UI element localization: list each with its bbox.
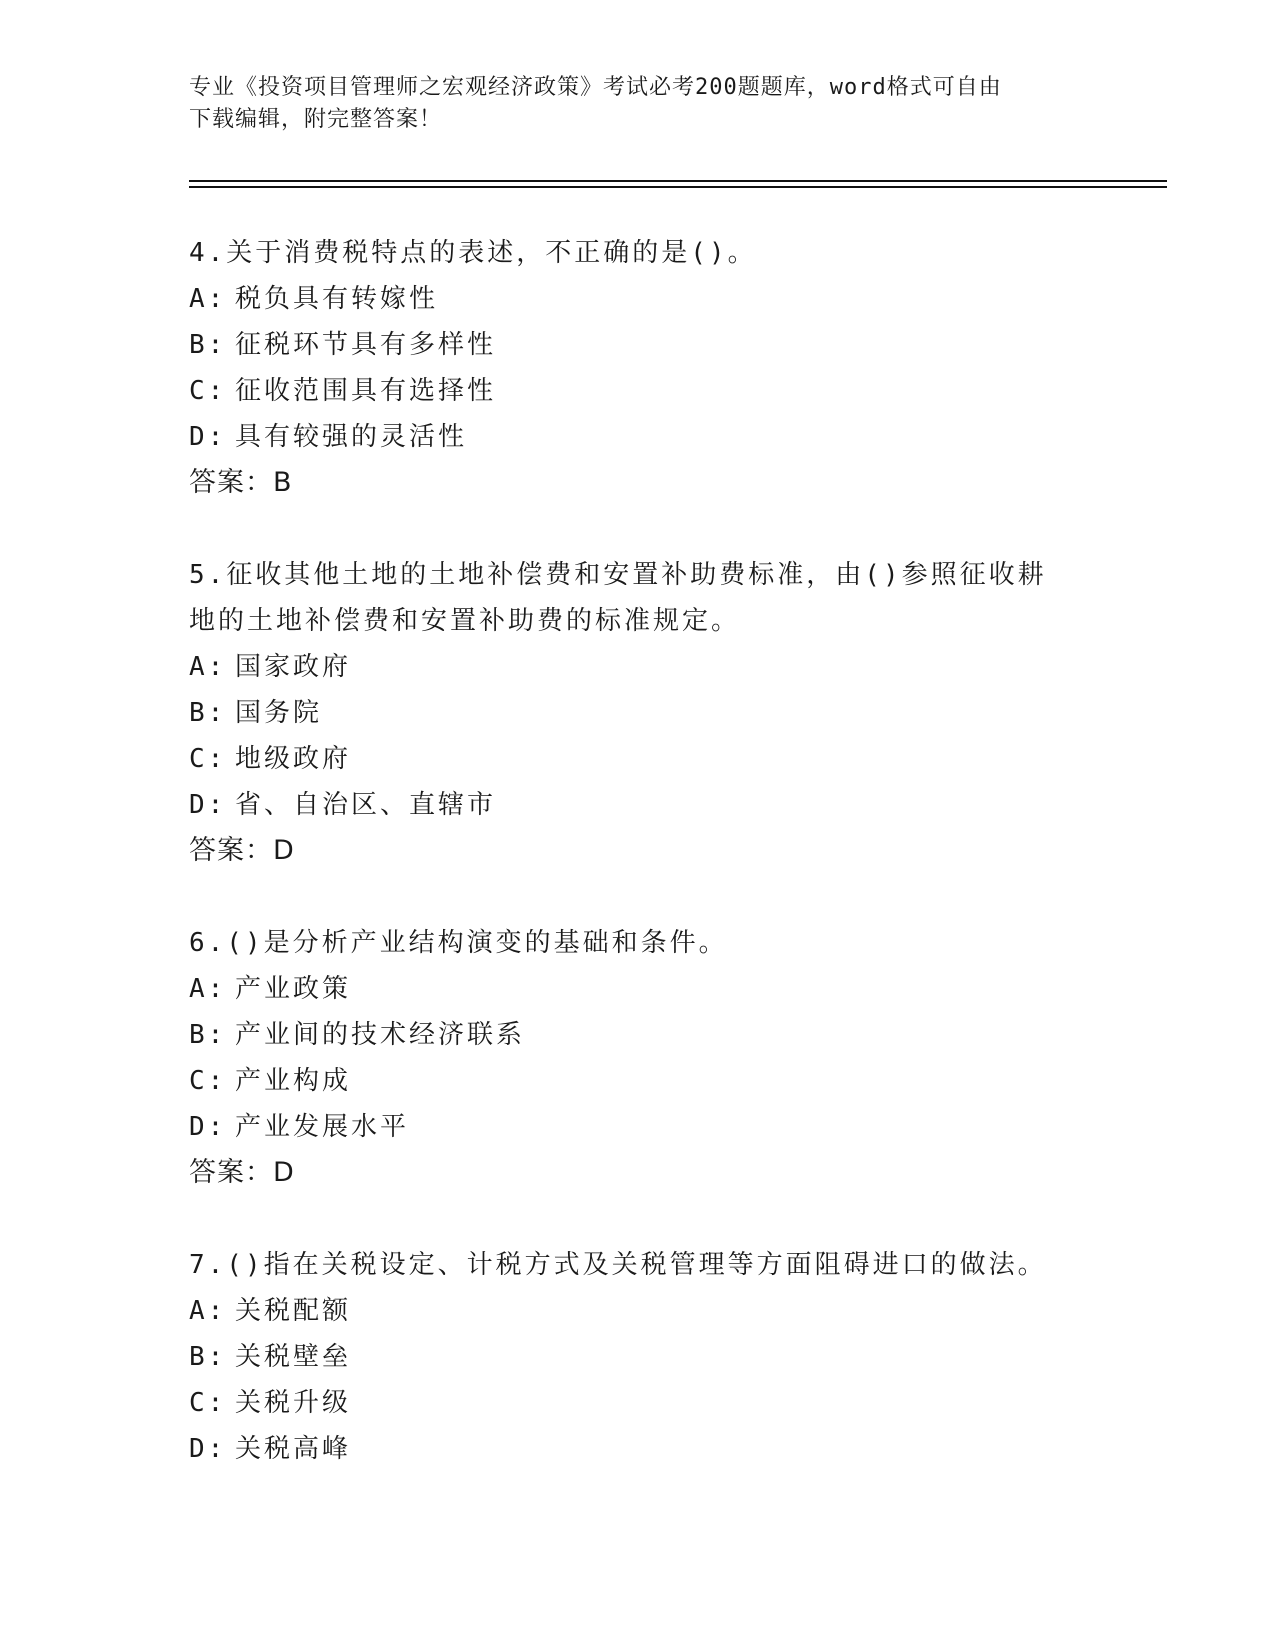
option-c xyxy=(189,368,1169,414)
document-header xyxy=(189,72,1089,136)
option-key: A: xyxy=(189,284,227,314)
option-text: 国家政府 xyxy=(235,652,352,682)
option-key: B: xyxy=(189,1020,227,1050)
option-c xyxy=(189,1058,1169,1104)
option-a xyxy=(189,966,1169,1012)
header-line-2: 下载编辑，附完整答案！ xyxy=(189,107,443,132)
option-text: 征税环节具有多样性 xyxy=(235,330,497,360)
header-divider-top xyxy=(189,180,1167,182)
option-key: C: xyxy=(189,744,227,774)
option-text: 产业构成 xyxy=(235,1066,352,1096)
option-text: 产业间的技术经济联系 xyxy=(235,1020,526,1050)
option-b xyxy=(189,1334,1169,1380)
header-line-1: 专业《投资项目管理师之宏观经济政策》考试必考200题题库，word格式可自由 xyxy=(189,75,1002,100)
option-key: B: xyxy=(189,698,227,728)
option-text: 关税壁垒 xyxy=(235,1342,352,1372)
question-item xyxy=(189,552,1169,874)
option-text: 具有较强的灵活性 xyxy=(235,422,468,452)
option-b xyxy=(189,690,1169,736)
option-key: C: xyxy=(189,1066,227,1096)
option-d xyxy=(189,782,1169,828)
option-a xyxy=(189,276,1169,322)
option-c xyxy=(189,1380,1169,1426)
question-stem: 6.()是分析产业结构演变的基础和条件。 xyxy=(189,928,728,958)
question-stem: 7.()指在关税设定、计税方式及关税管理等方面阻碍进口的做法。 xyxy=(189,1250,1047,1280)
question-stem: 4.关于消费税特点的表述，不正确的是()。 xyxy=(189,238,757,268)
question-list xyxy=(189,230,1169,1518)
question-item xyxy=(189,1242,1169,1472)
option-b xyxy=(189,1012,1169,1058)
option-text: 关税高峰 xyxy=(235,1434,352,1464)
option-a xyxy=(189,1288,1169,1334)
option-text: 地级政府 xyxy=(235,744,352,774)
option-key: D: xyxy=(189,790,227,820)
answer-line: 答案：D xyxy=(189,1157,295,1188)
answer-line: 答案：B xyxy=(189,467,293,498)
option-key: D: xyxy=(189,1434,227,1464)
option-key: D: xyxy=(189,422,227,452)
option-b xyxy=(189,322,1169,368)
option-text: 征收范围具有选择性 xyxy=(235,376,497,406)
option-c xyxy=(189,736,1169,782)
option-text: 省、自治区、直辖市 xyxy=(235,790,497,820)
header-divider-bottom xyxy=(189,186,1167,188)
option-d xyxy=(189,414,1169,460)
option-d xyxy=(189,1104,1169,1150)
option-text: 关税配额 xyxy=(235,1296,352,1326)
option-key: A: xyxy=(189,974,227,1004)
question-item xyxy=(189,230,1169,506)
option-text: 关税升级 xyxy=(235,1388,352,1418)
option-key: C: xyxy=(189,1388,227,1418)
option-text: 税负具有转嫁性 xyxy=(235,284,439,314)
option-key: D: xyxy=(189,1112,227,1142)
option-text: 国务院 xyxy=(235,698,323,728)
question-item xyxy=(189,920,1169,1196)
option-key: A: xyxy=(189,652,227,682)
question-stem: 5.征收其他土地的土地补偿费和安置补助费标准，由()参照征收耕地的土地补偿费和安置补助费的标准规定。 xyxy=(189,560,1047,636)
option-key: C: xyxy=(189,376,227,406)
option-a xyxy=(189,644,1169,690)
option-key: B: xyxy=(189,330,227,360)
option-text: 产业政策 xyxy=(235,974,352,1004)
option-key: B: xyxy=(189,1342,227,1372)
option-text: 产业发展水平 xyxy=(235,1112,410,1142)
option-key: A: xyxy=(189,1296,227,1326)
option-d xyxy=(189,1426,1169,1472)
answer-line: 答案：D xyxy=(189,835,295,866)
